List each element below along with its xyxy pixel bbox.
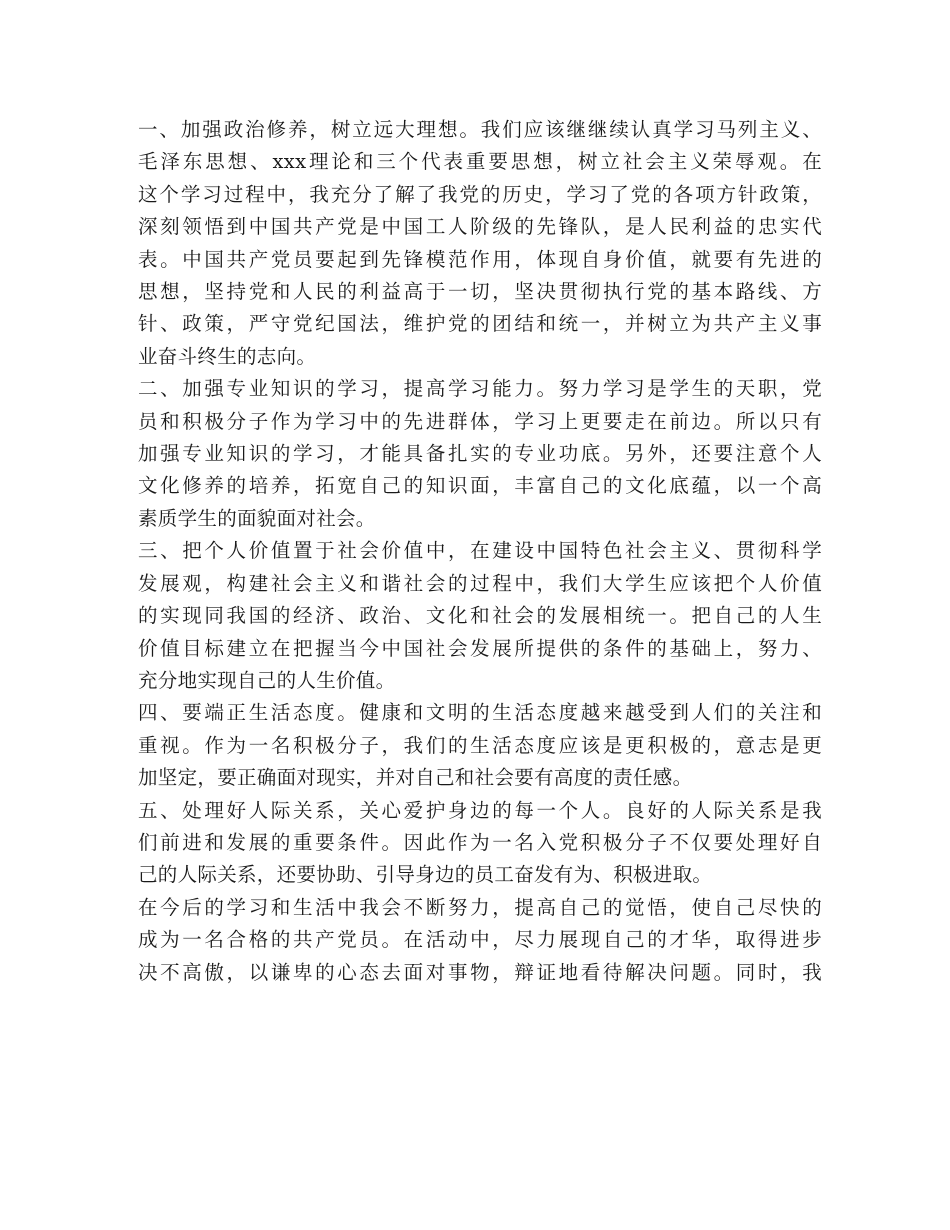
text-line: 充分地实现自己的人生价值。	[138, 668, 396, 692]
text-line: 的实现同我国的经济、政治、文化和社会的发展相统一。把自己的人生	[138, 604, 822, 628]
text-line: 素质学生的面貌面对社会。	[138, 506, 376, 530]
text-line: 三、把个人价值置于社会价值中，在建设中国特色社会主义、贯彻科学	[138, 539, 822, 563]
text-line: 重视。作为一名积极分子，我们的生活态度应该是更积极的，意志是更	[138, 733, 822, 757]
text-line: 五、处理好人际关系，关心爱护身边的每一个人。良好的人际关系是我	[138, 798, 822, 822]
text-line: 毛泽东思想、xxx理论和三个代表重要思想，树立社会主义荣辱观。在	[138, 150, 822, 174]
text-line: 深刻领悟到中国共产党是中国工人阶级的先锋队，是人民利益的忠实代	[138, 215, 822, 239]
text-line: 一、加强政治修养，树立远大理想。我们应该继继续认真学习马列主义、	[138, 118, 822, 141]
text-line: 四、要端正生活态度。健康和文明的生活态度越来越受到人们的关注和	[138, 701, 822, 725]
text-line: 发展观，构建社会主义和谐社会的过程中，我们大学生应该把个人价值	[138, 571, 822, 595]
document-body	[138, 114, 822, 989]
text-line: 文化修养的培养，拓宽自己的知识面，丰富自己的文化底蕴，以一个高	[138, 474, 822, 498]
text-line: 加强专业知识的学习，才能具备扎实的专业功底。另外，还要注意个人	[138, 442, 822, 466]
text-line: 们前进和发展的重要条件。因此作为一名入党积极分子不仅要处理好自	[138, 830, 822, 854]
text-line: 表。中国共产党员要起到先锋模范作用，体现自身价值，就要有先进的	[138, 247, 822, 271]
text-line: 在今后的学习和生活中我会不断努力，提高自己的觉悟，使自己尽快的	[138, 895, 822, 919]
text-line: 决不高傲，以谦卑的心态去面对事物，辩证地看待解决问题。同时，我	[138, 960, 822, 984]
text-line: 业奋斗终生的志向。	[138, 344, 317, 368]
paragraph-1	[138, 114, 822, 373]
text-line: 二、加强专业知识的学习，提高学习能力。努力学习是学生的天职，党	[138, 377, 822, 401]
text-line: 思想，坚持党和人民的利益高于一切，坚决贯彻执行党的基本路线、方	[138, 280, 822, 304]
text-line: 己的人际关系，还要协助、引导身边的员工奋发有为、积极进取。	[138, 863, 713, 887]
text-line: 针、政策，严守党纪国法，维护党的团结和统一，并树立为共产主义事	[138, 312, 822, 336]
text-line: 员和积极分子作为学习中的先进群体，学习上更要走在前边。所以只有	[138, 409, 822, 433]
text-line: 这个学习过程中，我充分了解了我党的历史，学习了党的各项方针政策，	[138, 182, 822, 206]
text-line: 价值目标建立在把握当今中国社会发展所提供的条件的基础上，努力、	[138, 636, 822, 660]
paragraph-2	[138, 373, 822, 535]
text-line: 成为一名合格的共产党员。在活动中，尽力展现自己的才华，取得进步	[138, 928, 822, 952]
paragraph-4	[138, 697, 822, 794]
paragraph-3	[138, 535, 822, 697]
paragraph-5	[138, 795, 822, 892]
paragraph-6	[138, 892, 822, 989]
text-line: 加坚定，要正确面对现实，并对自己和社会要有高度的责任感。	[138, 766, 693, 790]
